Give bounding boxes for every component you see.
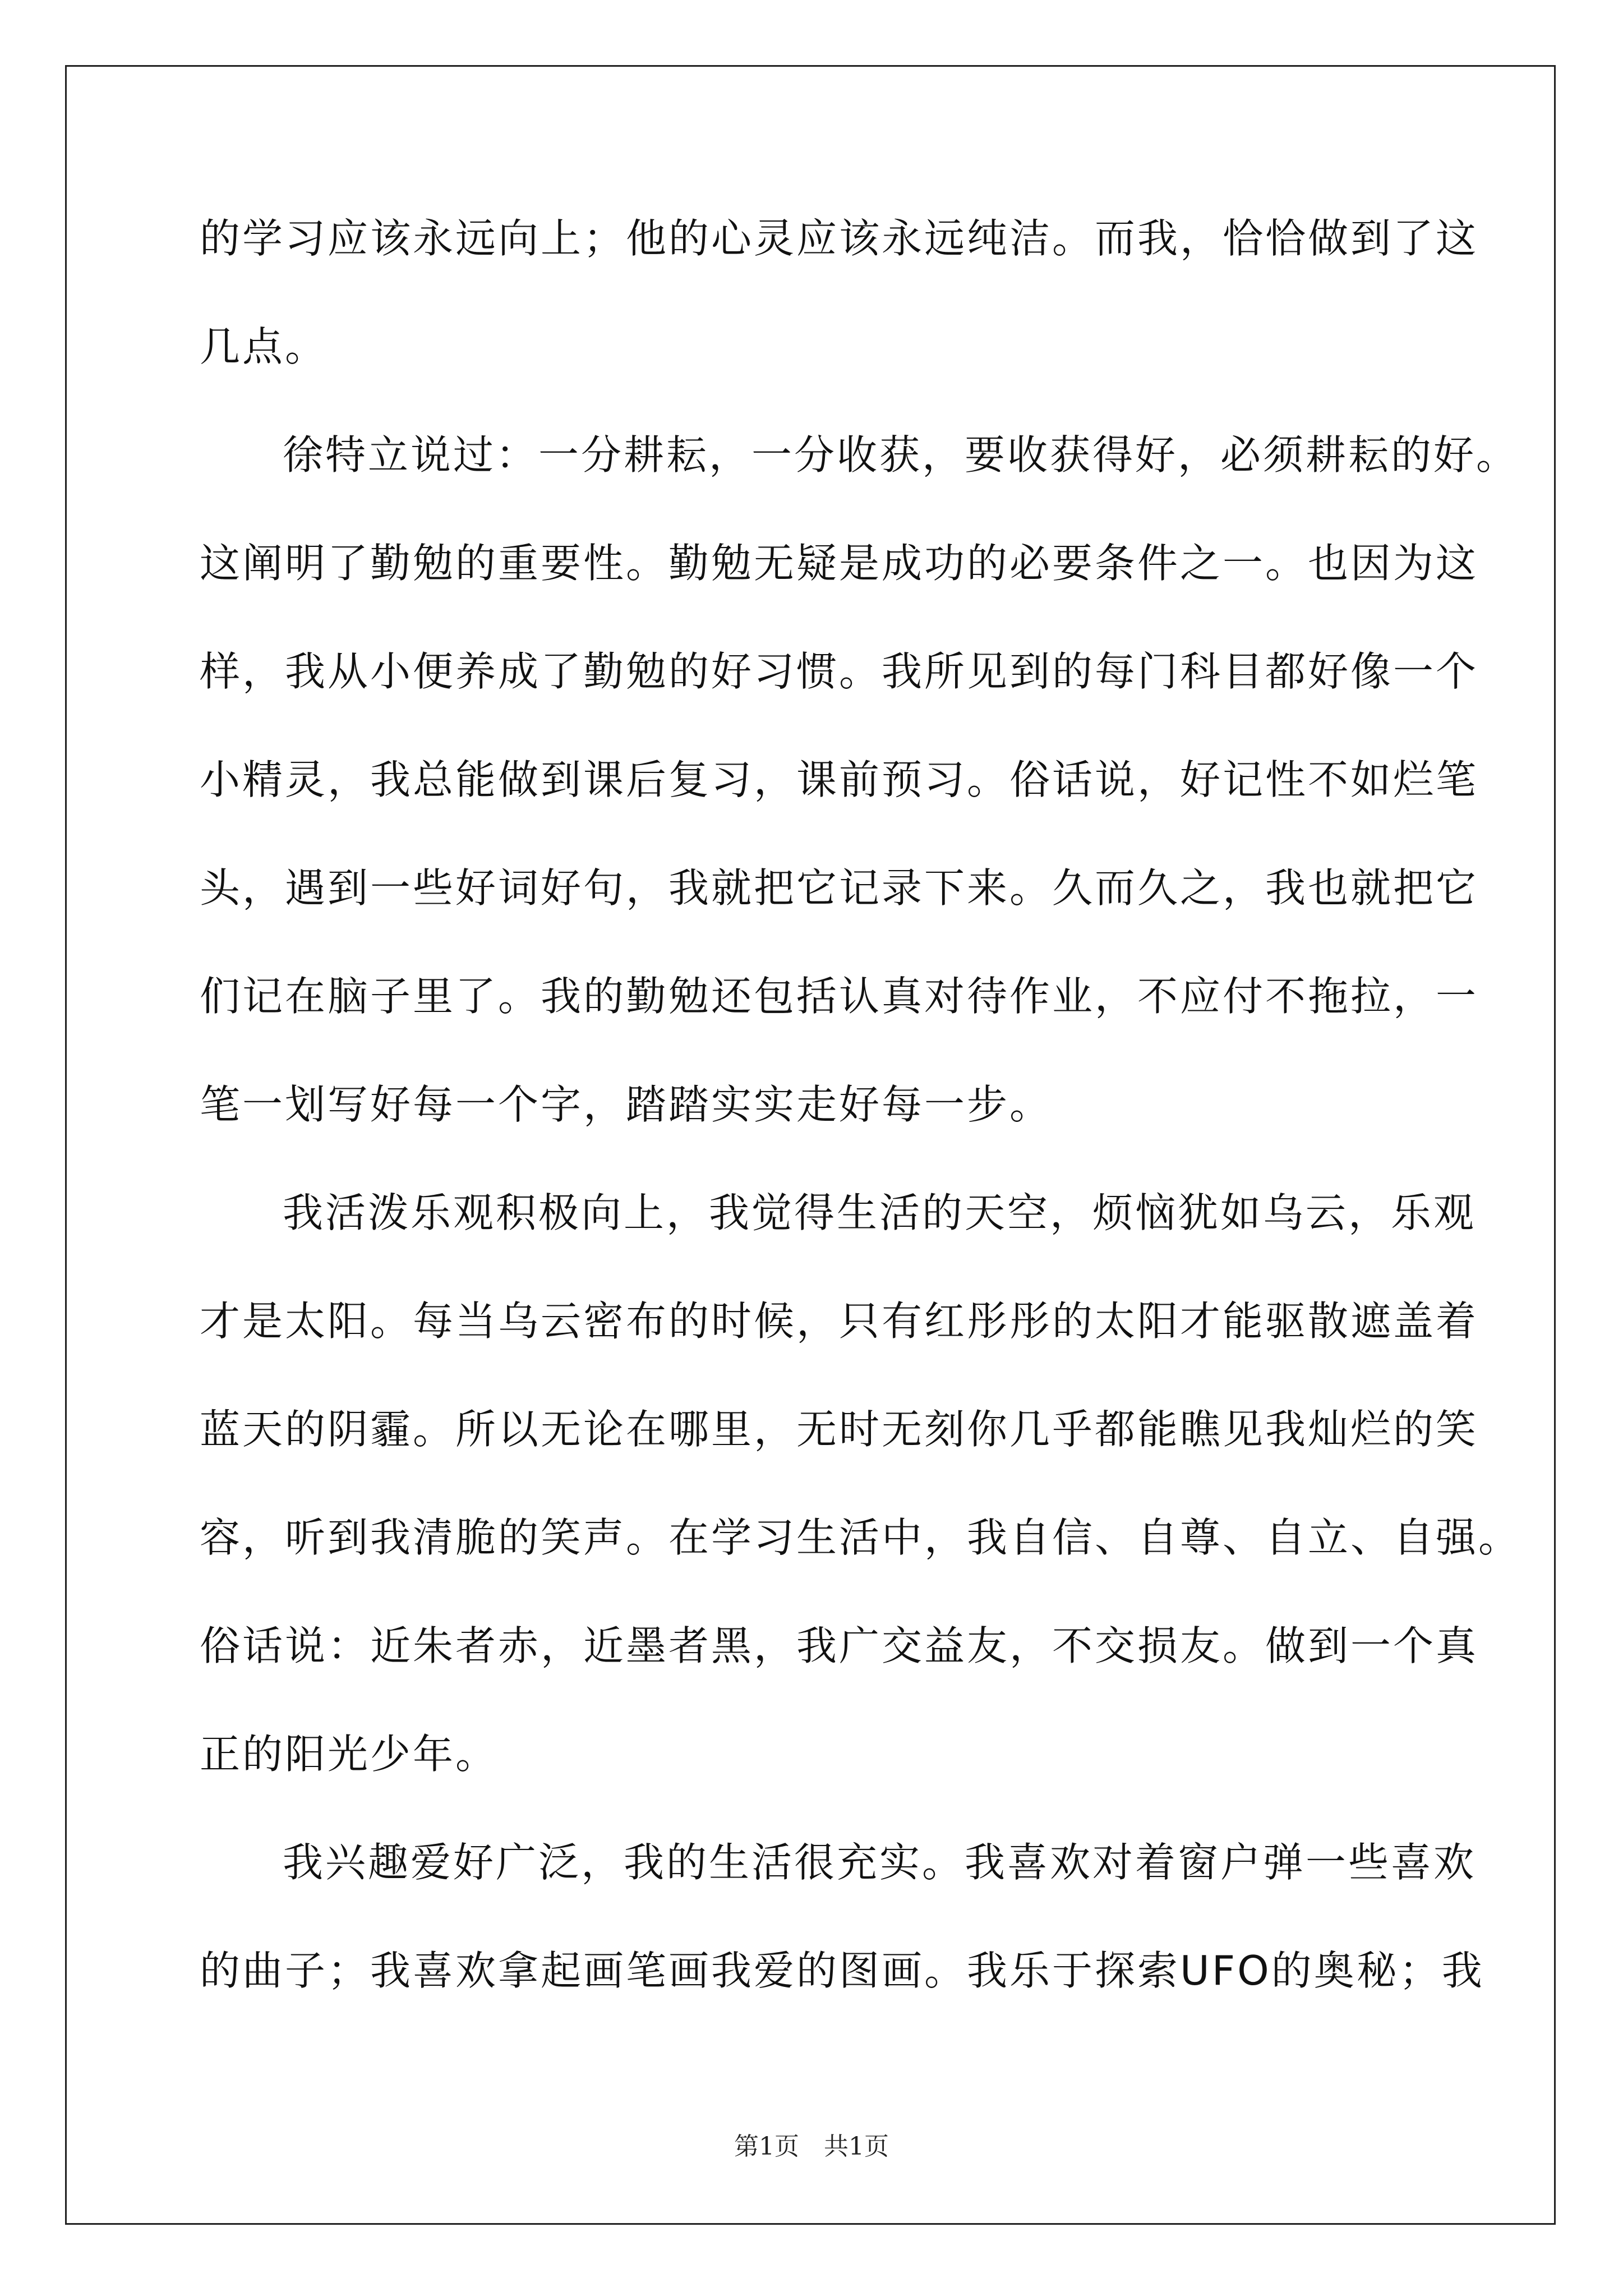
text-line: 几点。 — [200, 323, 328, 370]
text-line: 容，听到我清脆的笑声。在学习生活中，我自信、自尊、自立、自强。 — [200, 1514, 1521, 1561]
text-line: 样，我从小便养成了勤勉的好习惯。我所见到的每门科目都好像一个 — [200, 648, 1479, 695]
paragraph-start-line: 我兴趣爱好广泛，我的生活很充实。我喜欢对着窗户弹一些喜欢 — [283, 1839, 1477, 1886]
text-line: 俗话说：近朱者赤，近墨者黑，我广交益友，不交损友。做到一个真 — [200, 1622, 1479, 1669]
text-line: 蓝天的阴霾。所以无论在哪里，无时无刻你几乎都能瞧见我灿烂的笑 — [200, 1406, 1479, 1453]
text-line: 笔一划写好每一个字，踏踏实实走好每一步。 — [200, 1081, 1053, 1128]
text-line: 这阐明了勤勉的重要性。勤勉无疑是成功的必要条件之一。也因为这 — [200, 540, 1479, 587]
text-line: 正的阳光少年。 — [200, 1731, 499, 1778]
text-line: 头，遇到一些好词好句，我就把它记录下来。久而久之，我也就把它 — [200, 864, 1479, 912]
page-border — [65, 65, 1556, 2225]
text-line: 的学习应该永远向上；他的心灵应该永远纯洁。而我，恰恰做到了这 — [200, 215, 1479, 262]
paragraph-start-line: 我活泼乐观积极向上，我觉得生活的天空，烦恼犹如乌云，乐观 — [283, 1189, 1477, 1236]
page-footer: 第1页 共1页 — [734, 2132, 889, 2161]
paragraph-start-line: 徐特立说过：一分耕耘，一分收获，要收获得好，必须耕耘的好。 — [283, 431, 1519, 478]
text-line: 们记在脑子里了。我的勤勉还包括认真对待作业，不应付不拖拉，一 — [200, 973, 1479, 1020]
text-line: 才是太阳。每当乌云密布的时候，只有红彤彤的太阳才能驱散遮盖着 — [200, 1297, 1479, 1345]
text-line: 的曲子；我喜欢拿起画笔画我爱的图画。我乐于探索UFO的奥秘；我 — [200, 1947, 1484, 1994]
text-line: 小精灵，我总能做到课后复习，课前预习。俗话说，好记性不如烂笔 — [200, 756, 1479, 803]
